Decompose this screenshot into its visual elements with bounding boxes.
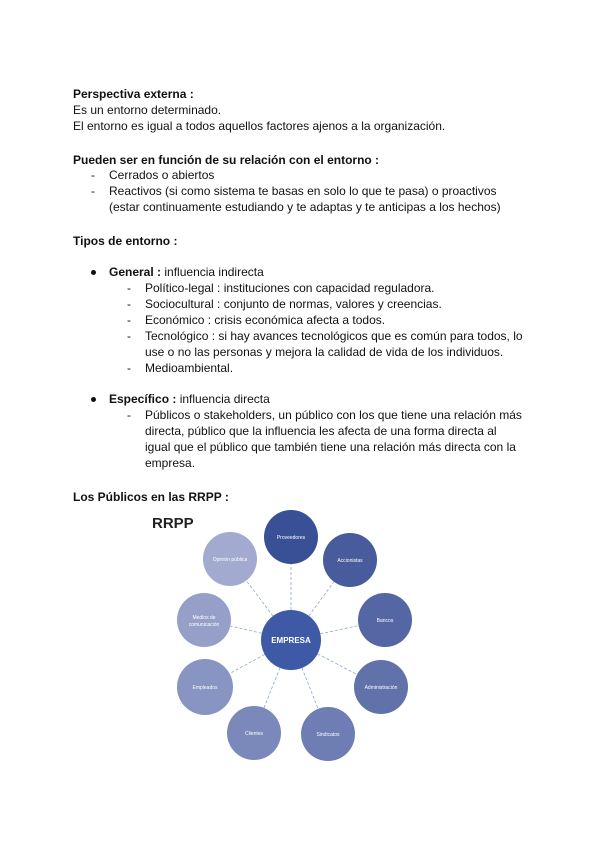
list-item-continuation: directa, público que la influencia les afecta de una forma directa al: [145, 424, 497, 438]
dash-marker: -: [127, 408, 131, 422]
list-item: Reactivos (si como sistema te basas en solo lo que te pasa) o proactivos: [109, 184, 497, 198]
dash-marker: -: [127, 313, 131, 327]
especifico-label: Específico :: [109, 392, 177, 406]
heading-perspectiva-externa: Perspectiva externa :: [73, 87, 194, 101]
node-label: Empleados: [192, 685, 218, 691]
node-label: Clientes: [244, 731, 264, 737]
node-label: Proveedores: [276, 535, 306, 541]
list-item: Sociocultural : conjunto de normas, valores y creencias.: [145, 297, 442, 311]
node-label: Sindicatos: [316, 732, 340, 738]
list-item: Medioambiental.: [145, 361, 234, 375]
especifico-desc: influencia directa: [179, 392, 270, 406]
node-empleados: [177, 659, 233, 715]
node-administracion: [354, 660, 408, 714]
rrpp-diagram: [150, 507, 440, 772]
dash-marker: -: [91, 168, 95, 182]
dash-marker: -: [127, 281, 131, 295]
especifico-line: [109, 391, 270, 407]
list-item: Tecnológico : si hay avances tecnológicos que es común para todos, lo: [145, 329, 523, 343]
node-medios-de-comunicacion: [177, 593, 231, 647]
list-item-continuation: (estar continuamente estudiando y te adaptas y te anticipas a los hechos): [109, 200, 501, 214]
bullet-icon: [91, 397, 96, 402]
bullet-icon: [91, 270, 96, 275]
node-clientes: [227, 706, 281, 760]
node-accionistas: [323, 533, 377, 587]
list-item: Económico : crisis económica afecta a todos.: [145, 313, 386, 327]
general-label: General :: [109, 265, 162, 279]
diagram-title: RRPP: [152, 515, 194, 532]
node-label: Medios de: [192, 615, 216, 621]
node-label: comunicación: [188, 622, 220, 628]
node-sindicatos: [301, 707, 355, 761]
heading-publicos-rrpp: Los Públicos en las RRPP :: [73, 490, 229, 504]
list-item-continuation: use o no las personas y mejora la calidad de vida de los individuos.: [145, 345, 504, 359]
list-item: Político-legal : instituciones con capacidad reguladora.: [145, 281, 435, 295]
node-label: Bancos: [376, 618, 394, 624]
dash-marker: -: [127, 329, 131, 343]
node-proveedores: [264, 510, 318, 564]
dash-marker: -: [91, 184, 95, 198]
node-opinion-publica: [203, 532, 257, 586]
node-label: Administración: [364, 685, 398, 691]
paragraph-line: El entorno es igual a todos aquellos factores ajenos a la organización.: [73, 119, 446, 133]
dash-marker: -: [127, 297, 131, 311]
list-item: Cerrados o abiertos: [109, 168, 215, 182]
list-item-continuation: igual que el público que también tiene una relación más directa con la: [145, 440, 516, 454]
paragraph-line: Es un entorno determinado.: [73, 103, 222, 117]
node-label: Accionistas: [337, 558, 363, 564]
general-line: [109, 264, 264, 280]
heading-relacion-entorno: Pueden ser en función de su relación con el entorno :: [73, 153, 380, 167]
node-bancos: [358, 593, 412, 647]
list-item-continuation: empresa.: [145, 456, 196, 470]
heading-tipos-entorno: Tipos de entorno :: [73, 234, 178, 248]
list-item: Públicos o stakeholders, un público con los que tiene una relación más: [145, 408, 522, 422]
general-desc: influencia indirecta: [164, 265, 264, 279]
node-label: Opinión pública: [212, 557, 248, 563]
node-empresa: [261, 610, 321, 670]
dash-marker: -: [127, 361, 131, 375]
center-label: EMPRESA: [271, 636, 311, 645]
